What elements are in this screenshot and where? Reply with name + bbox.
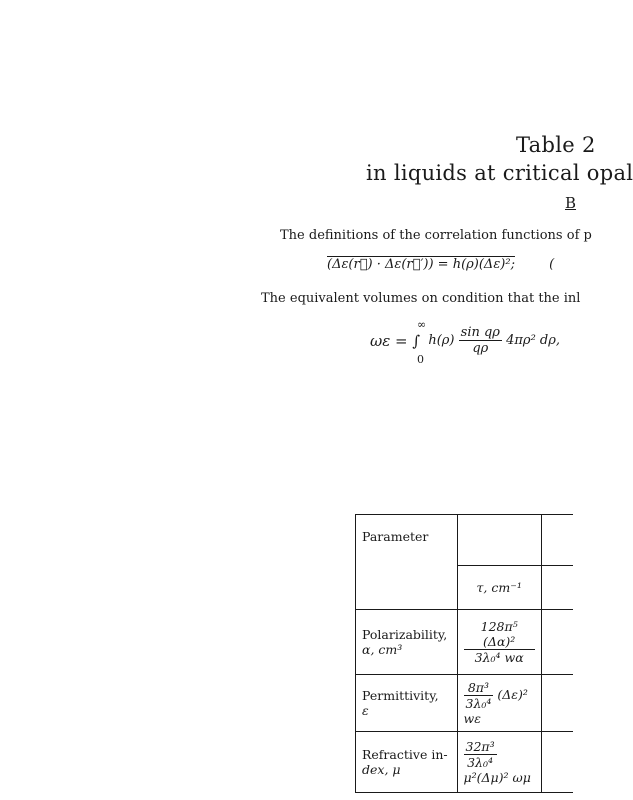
formula-tail: (Δε)² wε xyxy=(463,687,528,726)
paragraph-equivalent-volumes: The equivalent volumes on condition that the inl xyxy=(261,291,581,306)
integral-upper-limit: ∞ xyxy=(417,317,427,331)
formula-numerator: 32π³ xyxy=(465,739,495,754)
formula-tail: μ²(Δμ)² ωμ xyxy=(463,770,531,785)
fraction-numerator: sin qρ xyxy=(460,325,500,340)
formula-numerator: 128π⁵ (Δα)² xyxy=(464,619,535,650)
table-row xyxy=(356,675,574,732)
row-param-refractive-index xyxy=(356,732,458,793)
equation-correlation xyxy=(327,257,554,272)
parameters-table xyxy=(355,514,573,793)
equation-correlation-left: (Δε(r⃗) · Δε(r⃗′)) = h(ρ)(Δε)²; xyxy=(327,257,515,272)
header-tau xyxy=(457,565,541,609)
integral-sign: ωε = ∫ xyxy=(370,331,421,350)
header-parameter xyxy=(356,515,458,610)
row-extra-permittivity xyxy=(541,675,573,732)
header-tau-label: τ, cm⁻¹ xyxy=(476,579,522,595)
param-name: Permittivity, xyxy=(362,688,439,703)
row-formula-permittivity xyxy=(457,675,541,732)
formula-denominator: 3λ₀⁴ wα xyxy=(474,650,524,665)
formula-fraction xyxy=(464,739,497,770)
param-unit: α, cm³ xyxy=(362,642,403,657)
table-header-row xyxy=(356,515,574,566)
table-caption-line3: B xyxy=(565,194,577,212)
formula-denominator: 3λ₀⁴ xyxy=(465,696,492,711)
header-group-cell-right xyxy=(541,515,573,566)
formula-fraction xyxy=(464,680,494,711)
equation-correlation-right: ( xyxy=(549,257,555,272)
formula-fraction xyxy=(464,619,535,665)
table-row xyxy=(356,610,574,675)
row-extra-polarizability xyxy=(541,610,573,675)
integrand-fraction xyxy=(459,325,502,356)
param-unit: dex, μ xyxy=(362,762,401,777)
fraction-denominator: qρ xyxy=(472,341,489,356)
paragraph-correlation-definitions: The definitions of the correlation functions of p xyxy=(280,228,592,243)
header-tau-right xyxy=(541,565,573,609)
table-caption-subtitle: in liquids at critical opal xyxy=(366,161,633,185)
param-name: Refractive in- xyxy=(362,747,448,762)
table-caption-title: Table 2 xyxy=(516,133,596,157)
param-unit: ε xyxy=(362,703,369,718)
integrand-h: h(ρ) xyxy=(428,333,455,348)
integral-lower-limit: 0 xyxy=(417,352,424,366)
row-formula-polarizability xyxy=(457,610,541,675)
header-parameter-label: Parameter xyxy=(362,529,429,544)
integrand-tail: 4πρ² dρ, xyxy=(506,333,561,348)
formula-numerator: 8π³ xyxy=(464,680,494,696)
table-row xyxy=(356,732,574,793)
formula-denominator: 3λ₀⁴ xyxy=(467,755,494,770)
row-extra-refractive-index xyxy=(541,732,573,793)
row-param-permittivity xyxy=(356,675,458,732)
param-name: Polarizability, xyxy=(362,627,448,642)
row-param-polarizability xyxy=(356,610,458,675)
equation-equivalent-volume xyxy=(370,317,561,366)
row-formula-refractive-index xyxy=(457,732,541,793)
header-group-cell xyxy=(457,515,541,566)
